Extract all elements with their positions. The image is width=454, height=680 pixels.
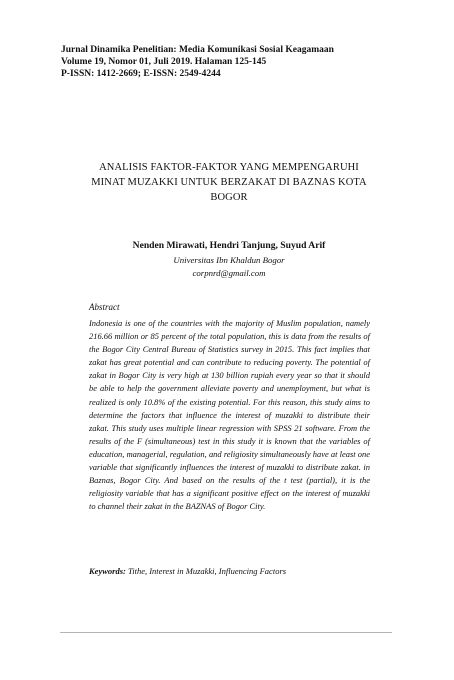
journal-header [61, 44, 401, 80]
keywords-label: Keywords: [89, 566, 126, 576]
title-line: MINAT MUZAKKI UNTUK BERZAKAT DI BAZNAS KOTA [91, 177, 367, 188]
title-line: BOGOR [210, 192, 248, 203]
abstract-heading: Abstract [89, 302, 120, 312]
author-list: Nenden Mirawati, Hendri Tanjung, Suyud Arif [132, 240, 326, 251]
paper-title [60, 160, 398, 205]
journal-issn: P-ISSN: 1412-2669; E-ISSN: 2549-4244 [61, 69, 221, 79]
keywords-text: Tithe, Interest in Muzakki, Influencing Factors [125, 566, 287, 576]
keywords [89, 566, 389, 576]
abstract-body: Indonesia is one of the countries with the majority of Muslim population, namely 216.66 million or 85 percent of the total population, this is data from the results of the Bogor City Central Bureau of Statistics survey in 2015. This fact implies that zakat has great potential and can contribute to reducing poverty. The potential of zakat in Bogor City is very high at 130 billion rupiah every year so that it should be able to help the government alleviate poverty and unemployment, but what is realized is only 10.8% of the existing potential. For this reason, this study aims to determine the factors that influence the interest of muzakki to distribute their zakat. This study uses multiple linear regression with SPSS 21 software. From the results of the F (simultaneous) test in this study it is known that the variables of education, managerial, regulation, and religiosity simultaneously have at least one variable that significantly influences the interest of muzakki to distribute zakat. in Baznas, Bogor City. And based on the results of the t test (partial), it is the religiosity variable that has a significant positive effect on the interest of muzakki to channel their zakat in the BAZNAS of Bogor City. [89, 318, 370, 512]
affiliation [60, 254, 398, 280]
title-line: ANALISIS FAKTOR-FAKTOR YANG MEMPENGARUHI [99, 162, 359, 173]
footer-divider [60, 632, 392, 633]
institution: Universitas Ibn Khaldun Bogor [173, 255, 285, 265]
journal-volume: Volume 19, Nomor 01, Juli 2019. Halaman 125-145 [61, 57, 267, 67]
email: corpnrd@gmail.com [192, 268, 266, 278]
journal-name: Jurnal Dinamika Penelitian: Media Komunikasi Sosial Keagamaan [61, 45, 334, 55]
